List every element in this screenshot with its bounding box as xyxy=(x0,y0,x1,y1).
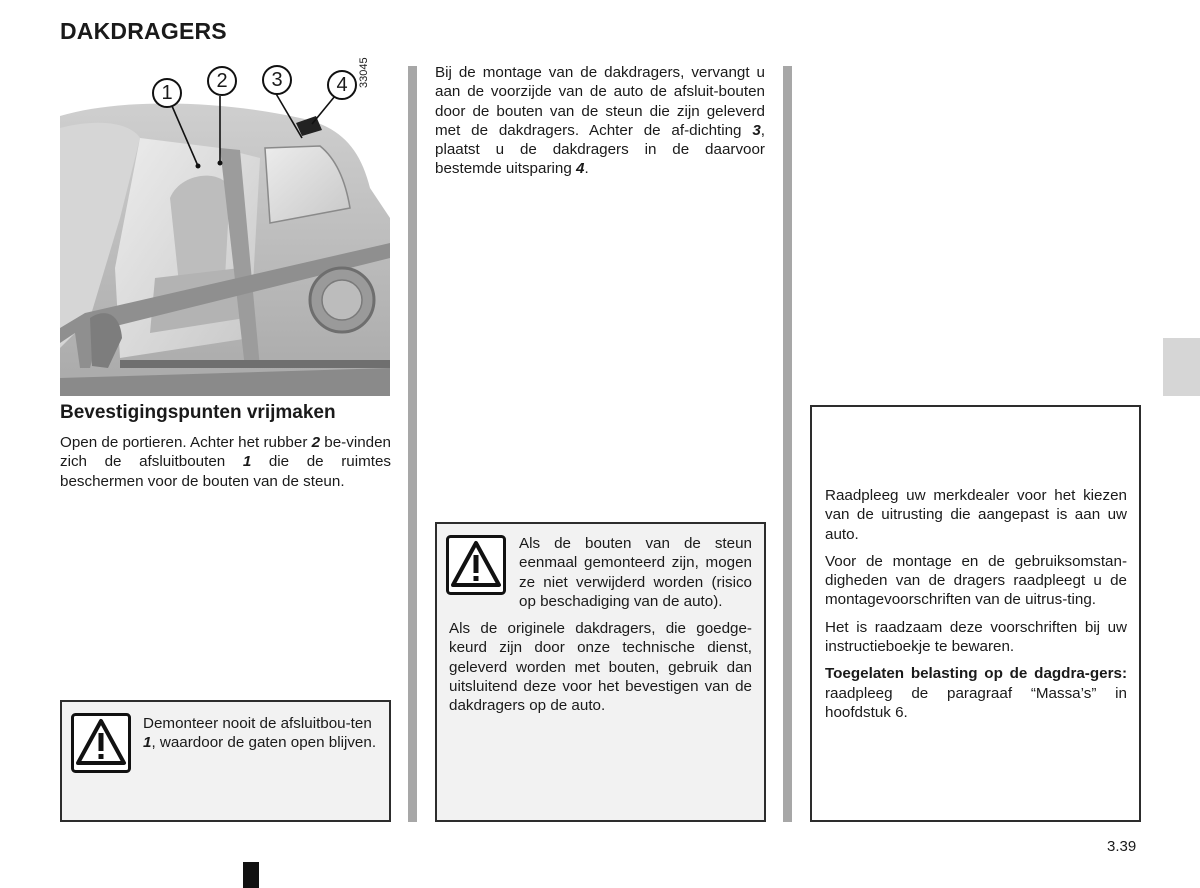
callout-3-label: 3 xyxy=(271,69,283,91)
info-box-content xyxy=(825,486,1127,722)
callout-1 xyxy=(152,78,182,108)
section-heading: Bevestigingspunten vrijmaken xyxy=(60,402,336,423)
warning-middle-p2: Als de originele dakdragers, die goedge-keurd zijn door onze technische dienst, geleverd worden met bouten, gebruik dan uitsluitend deze voor het bevestigen van de dakdragers op de auto. xyxy=(449,620,752,715)
section-body xyxy=(60,433,391,491)
info-box xyxy=(810,405,1141,822)
warning-middle-p1: Als de bouten van de steun eenmaal gemonteerd zijn, mogen ze niet verwijderd worden (risico op beschadiging van de auto). xyxy=(519,535,752,610)
warning-box-middle xyxy=(435,522,766,822)
column2-intro-run: Bij de montage van de dakdragers, vervangt u aan de voorzijde van de auto de afsluit-bouten door de bouten van de steun die zijn geleverd met de dakdragers. Achter de af-dichting xyxy=(435,64,765,139)
column2-intro-run: , plaatst u de dakdragers in de daarvoor bestemde uitsparing xyxy=(435,121,765,178)
warning-left-run: Demonteer nooit de afsluitbou-ten xyxy=(143,715,372,732)
figure-ref-number: 33045 xyxy=(358,57,370,88)
section-body-run: Open de portieren. Achter het rubber xyxy=(60,434,312,451)
warning-triangle-icon xyxy=(71,713,131,773)
warning-box-left xyxy=(60,700,391,822)
page-number: 3.39 xyxy=(1107,838,1137,855)
callout-1-label: 1 xyxy=(161,82,173,104)
column-divider-right xyxy=(783,66,792,822)
info-p4 xyxy=(825,664,1127,722)
info-p2: Voor de montage en de gebruiksomstan-digheden van de dragers raadpleegt u de montagevoorschriften van de uitrus-ting. xyxy=(825,552,1127,609)
section-body-run: 1 xyxy=(242,453,252,471)
column2-intro-run: 3 xyxy=(752,121,761,139)
callout-3 xyxy=(262,65,292,95)
column2-intro-run: 4 xyxy=(576,160,585,178)
column2-intro-text xyxy=(435,63,765,179)
binding-mark xyxy=(243,862,259,888)
chapter-thumb-tab xyxy=(1163,338,1200,396)
section-body-run: 2 xyxy=(311,434,321,451)
info-p1: Raadpleeg uw merkdealer voor het kiezen van de uitrusting die aangepast is aan uw auto. xyxy=(825,487,1127,543)
column-divider-left xyxy=(408,66,417,822)
column2-intro xyxy=(435,63,765,179)
car-roof-illustration xyxy=(60,68,390,396)
callout-2-label: 2 xyxy=(216,70,228,92)
section-body-run: die de ruimtes beschermen voor de bouten van de steun. xyxy=(60,453,391,490)
callout-4 xyxy=(327,70,357,100)
info-p3: Het is raadzaam deze voorschriften bij uw instructieboekje te bewaren. xyxy=(825,618,1127,656)
callout-2 xyxy=(207,66,237,96)
warning-left-text xyxy=(143,714,381,753)
info-p4-bold: Toegelaten belasting op de dagdra-gers: xyxy=(825,665,1127,683)
page-title: DAKDRAGERS xyxy=(60,18,227,44)
section-body-text xyxy=(60,433,391,491)
info-p4-rest: raadpleeg de paragraaf “Massa’s” in hoofdstuk 6. xyxy=(825,684,1127,721)
warning-middle-text xyxy=(449,534,752,716)
warning-left-run: 1 xyxy=(143,734,152,752)
callout-4-label: 4 xyxy=(336,74,348,96)
section-body-run: be-vinden zich de afsluitbouten xyxy=(60,434,391,471)
warning-left-run: , waardoor de gaten open blijven. xyxy=(151,734,377,752)
car-drawing xyxy=(60,68,390,396)
column2-intro-run: . xyxy=(584,160,589,178)
